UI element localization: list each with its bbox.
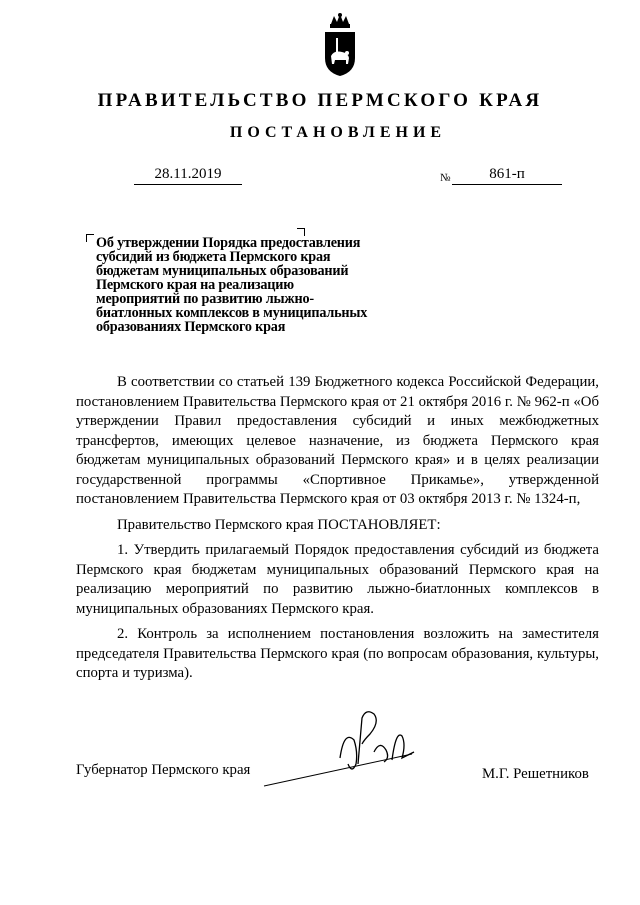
body-paragraph-item-2: 2. Контроль за исполнением постановления возложить на заместителя председателя Правительства Пермского края (по вопросам образования, культуры, спорта и туризма). xyxy=(76,626,599,681)
heading-line: мероприятий по развитию лыжно- xyxy=(96,291,314,307)
heading-bracket-left xyxy=(86,234,94,242)
heading-line: Об утверждении Порядка предоставления xyxy=(96,235,361,251)
document-body xyxy=(76,373,599,684)
heading-line: биатлонных комплексов в муниципальных xyxy=(96,305,368,321)
heading-line: бюджетам муниципальных образований xyxy=(96,263,349,279)
body-paragraph-preamble: В соответствии со статьей 139 Бюджетного кодекса Российской Федерации, постановлением Правительства Пермского края от 21 октября 2016 г. № 962-п «Об утверждении Правил предоставления субсидий и иных межбюджетных трансфертов, имеющих целевое назначение, из бюджета Пермского края бюджетам муниципальных образований Пермского края» и в целях реализации государственной программы «Спортивное Прикамье», утвержденной постановлением Правительства Пермского края от 03 октября 2013 г. № 1324-п, xyxy=(76,374,599,507)
perm-krai-coat-of-arms-icon xyxy=(322,12,358,78)
heading-line: Пермского края на реализацию xyxy=(96,277,294,293)
document-type: ПОСТАНОВЛЕНИЕ xyxy=(229,124,447,141)
signer-position: Губернатор Пермского края xyxy=(76,762,251,778)
signer-name: М.Г. Решетников xyxy=(482,766,589,782)
heading-line: образованиях Пермского края xyxy=(96,319,286,335)
number-sign: № xyxy=(440,172,451,184)
body-paragraph-item-1: 1. Утвердить прилагаемый Порядок предоставления субсидий из бюджета Пермского края бюджетам муниципальных образований Пермского края на реализацию мероприятий по развитию лыжно-биатлонных комплексов в муниципальных образованиях Пермского края. xyxy=(76,542,599,617)
handwritten-signature xyxy=(262,700,422,795)
document-heading xyxy=(96,236,396,334)
heading-line: субсидий из бюджета Пермского края xyxy=(96,249,331,265)
government-title: ПРАВИТЕЛЬСТВО ПЕРМСКОГО КРАЯ xyxy=(97,90,543,111)
body-paragraph-resolves: Правительство Пермского края ПОСТАНОВЛЯЕТ: xyxy=(117,516,441,533)
document-date: 28.11.2019 xyxy=(134,164,242,185)
document-number: 861-п xyxy=(452,164,562,185)
